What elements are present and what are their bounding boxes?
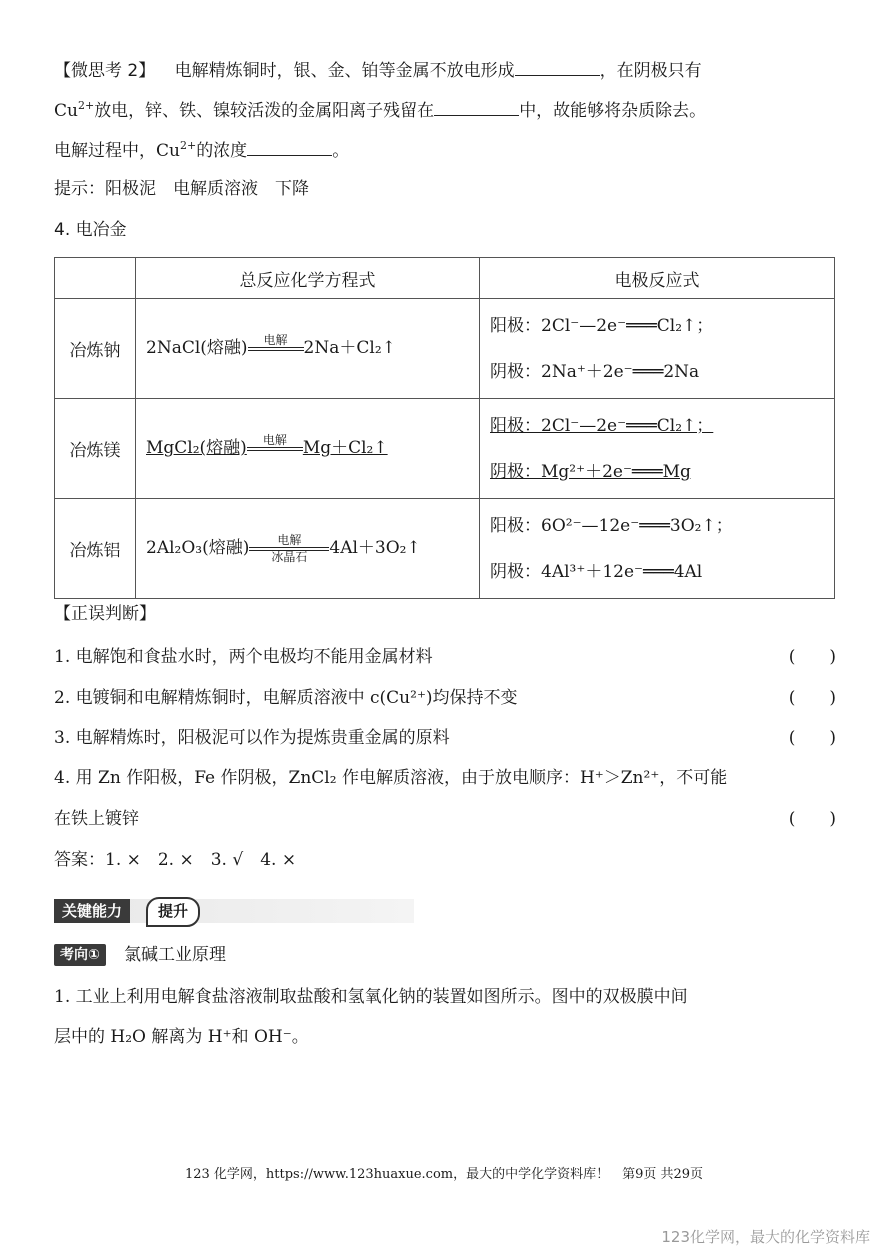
answer-paren[interactable]: ( ) (788, 809, 836, 829)
answer-paren[interactable]: ( ) (788, 728, 836, 748)
answer-line: 答案：1. × 2. × 3. √ 4. × (54, 850, 297, 870)
watermark: 123化学网，最大的化学资料库 (661, 1228, 870, 1246)
key-ability-banner (54, 899, 414, 923)
banner-right: 提升 (146, 897, 200, 927)
table-row: 冶炼铝 2Al₂O₃(熔融) 电解 冰晶石 4Al＋3O₂↑ 阳极：6O²⁻—12e⁻═══3O₂↑； 阴极：4Al³⁺＋12e⁻═══4Al (55, 499, 835, 599)
hint-line: 提示：阳极泥 电解质溶液 下降 (54, 179, 309, 199)
cu-ion: $Cu^{2+}$ (54, 99, 95, 121)
table-row: 冶炼钠 2NaCl(熔融) 电解 2Na＋Cl₂↑ 阳极：2Cl⁻—2e⁻═══Cl₂↑； 阴极：2Na⁺＋2e⁻═══2Na (55, 299, 835, 399)
answer-paren[interactable]: ( ) (788, 688, 836, 708)
table-header (55, 258, 835, 299)
page-footer: 123 化学网，https://www.123huaxue.com，最大的中学化学资料库！ 第9页 共29页 (184, 1167, 704, 1182)
header-total: 总反应化学方程式 (136, 258, 480, 299)
think-line-3: 电解过程中，$Cu^{2+}$的浓度 。 (54, 139, 350, 161)
blank-1[interactable] (515, 57, 600, 76)
kaoxiang-tag: 考向① (54, 944, 106, 966)
think-line-2: $Cu^{2+}$放电，锌、铁、镍较活泼的金属阳离子残留在 中，故能够将杂质除去。 (54, 99, 707, 121)
judge-item: 3. 电解精炼时，阳极泥可以作为提炼贵重金属的原料 ( ) (54, 728, 836, 748)
electrolysis-arrow: 电解 (247, 434, 303, 464)
answer-paren[interactable]: ( ) (788, 647, 836, 667)
judge-item: 1. 电解饱和食盐水时，两个电极均不能用金属材料 ( ) (54, 647, 836, 667)
kaoxiang-title: 氯碱工业原理 (124, 945, 226, 965)
blank-3[interactable] (247, 137, 332, 156)
judge-item: 在铁上镀锌 ( ) (54, 809, 836, 829)
section-title: 4. 电冶金 (54, 220, 127, 240)
judge-title: 【正误判断】 (54, 604, 156, 624)
cu-ion: $Cu^{2+}$ (156, 139, 197, 161)
electrolysis-arrow: 电解 (248, 334, 304, 364)
think-label: 【微思考 2】 (54, 61, 156, 81)
electrolysis-arrow: 电解 冰晶石 (249, 534, 329, 564)
judge-item: 4. 用 Zn 作阳极，Fe 作阴极，ZnCl₂ 作电解质溶液，由于放电顺序：H⁺＞Zn²⁺，不可能 (54, 768, 728, 788)
table-row: 冶炼镁 MgCl₂(熔融) 电解 Mg＋Cl₂↑ 阳极：2Cl⁻—2e⁻═══Cl₂↑； 阴极：Mg²⁺＋2e⁻═══Mg (55, 399, 835, 499)
metallurgy-table (54, 257, 835, 599)
think-line-1: 【微思考 2】 电解精炼铜时，银、金、铂等金属不放电形成 ，在阴极只有 (54, 57, 702, 83)
banner-left: 关键能力 (54, 899, 130, 923)
blank-2[interactable] (434, 97, 519, 116)
header-electrode: 电极反应式 (480, 258, 835, 299)
question-line-1: 1. 工业上利用电解食盐溶液制取盐酸和氢氧化钠的装置如图所示。图中的双极膜中间 (54, 987, 688, 1007)
judge-item: 2. 电镀铜和电解精炼铜时，电解质溶液中 c(Cu²⁺)均保持不变 ( ) (54, 688, 836, 708)
question-line-2: 层中的 H₂O 解离为 H⁺和 OH⁻。 (54, 1027, 309, 1047)
